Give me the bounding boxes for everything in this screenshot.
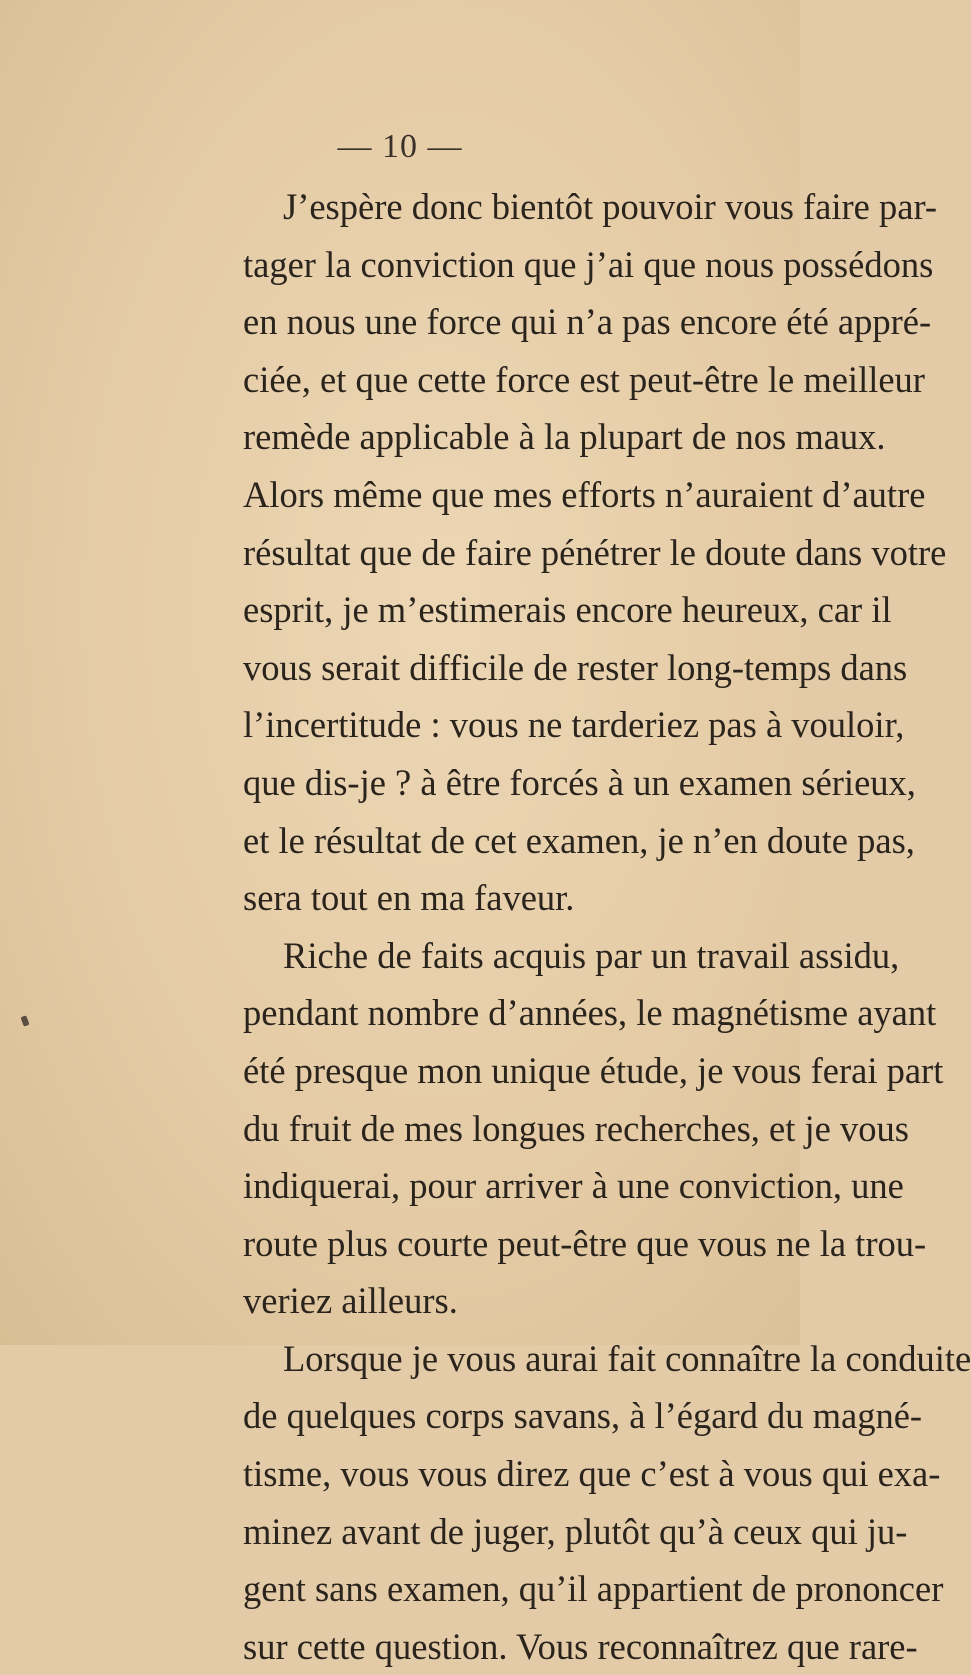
text-line: Alors même que mes efforts n’auraient d’autre <box>243 473 926 515</box>
text-line: remède applicable à la plupart de nos maux. <box>243 416 886 458</box>
text-line: Lorsque je vous aurai fait connaître la conduite <box>283 1337 971 1379</box>
text-line: du fruit de mes longues recherches, et je vous <box>243 1107 909 1149</box>
text-line: gent sans examen, qu’il appartient de prononcer <box>243 1568 944 1610</box>
text-line: de quelques corps savans, à l’égard du magné- <box>243 1395 923 1437</box>
text-line: J’espère donc bientôt pouvoir vous faire par- <box>283 186 938 227</box>
text-line: sera tout en ma faveur. <box>243 877 575 919</box>
text-line: été presque mon unique étude, je vous ferai part <box>243 1049 944 1091</box>
text-line: veriez ailleurs. <box>243 1280 458 1322</box>
text-line: vous serait difficile de rester long-temps dans <box>243 646 908 688</box>
text-line: pendant nombre d’années, le magnétisme ayant <box>243 992 937 1034</box>
text-line: en nous une force qui n’a pas encore été appré- <box>243 301 932 343</box>
text-line: résultat que de faire pénétrer le doute dans votre <box>243 531 947 573</box>
text-line: et le résultat de cet examen, je n’en doute pas, <box>243 819 915 861</box>
text-line: que dis-je ? à être forcés à un examen sérieux, <box>243 761 916 803</box>
text-line: Riche de faits acquis par un travail assidu, <box>283 934 900 976</box>
body-text <box>243 178 971 1675</box>
text-line: ciée, et que cette force est peut-être le meilleur <box>243 358 925 400</box>
text-line: tisme, vous vous direz que c’est à vous qui exa- <box>243 1453 941 1495</box>
text-line: sur cette question. Vous reconnaîtrez que rare- <box>243 1625 918 1667</box>
page-number: — 10 — <box>337 128 463 165</box>
text-line: indiquerai, pour arriver à une conviction, une <box>243 1165 904 1207</box>
text-line: tager la conviction que j’ai que nous possédons <box>243 243 934 285</box>
text-line: l’incertitude : vous ne tarderiez pas à vouloir, <box>243 704 905 746</box>
text-line: minez avant de juger, plutôt qu’à ceux qui ju- <box>243 1510 908 1552</box>
text-line: esprit, je m’estimerais encore heureux, car il <box>243 589 892 631</box>
text-line: route plus courte peut-être que vous ne la trou- <box>243 1222 927 1264</box>
ink-speck <box>20 1015 29 1026</box>
